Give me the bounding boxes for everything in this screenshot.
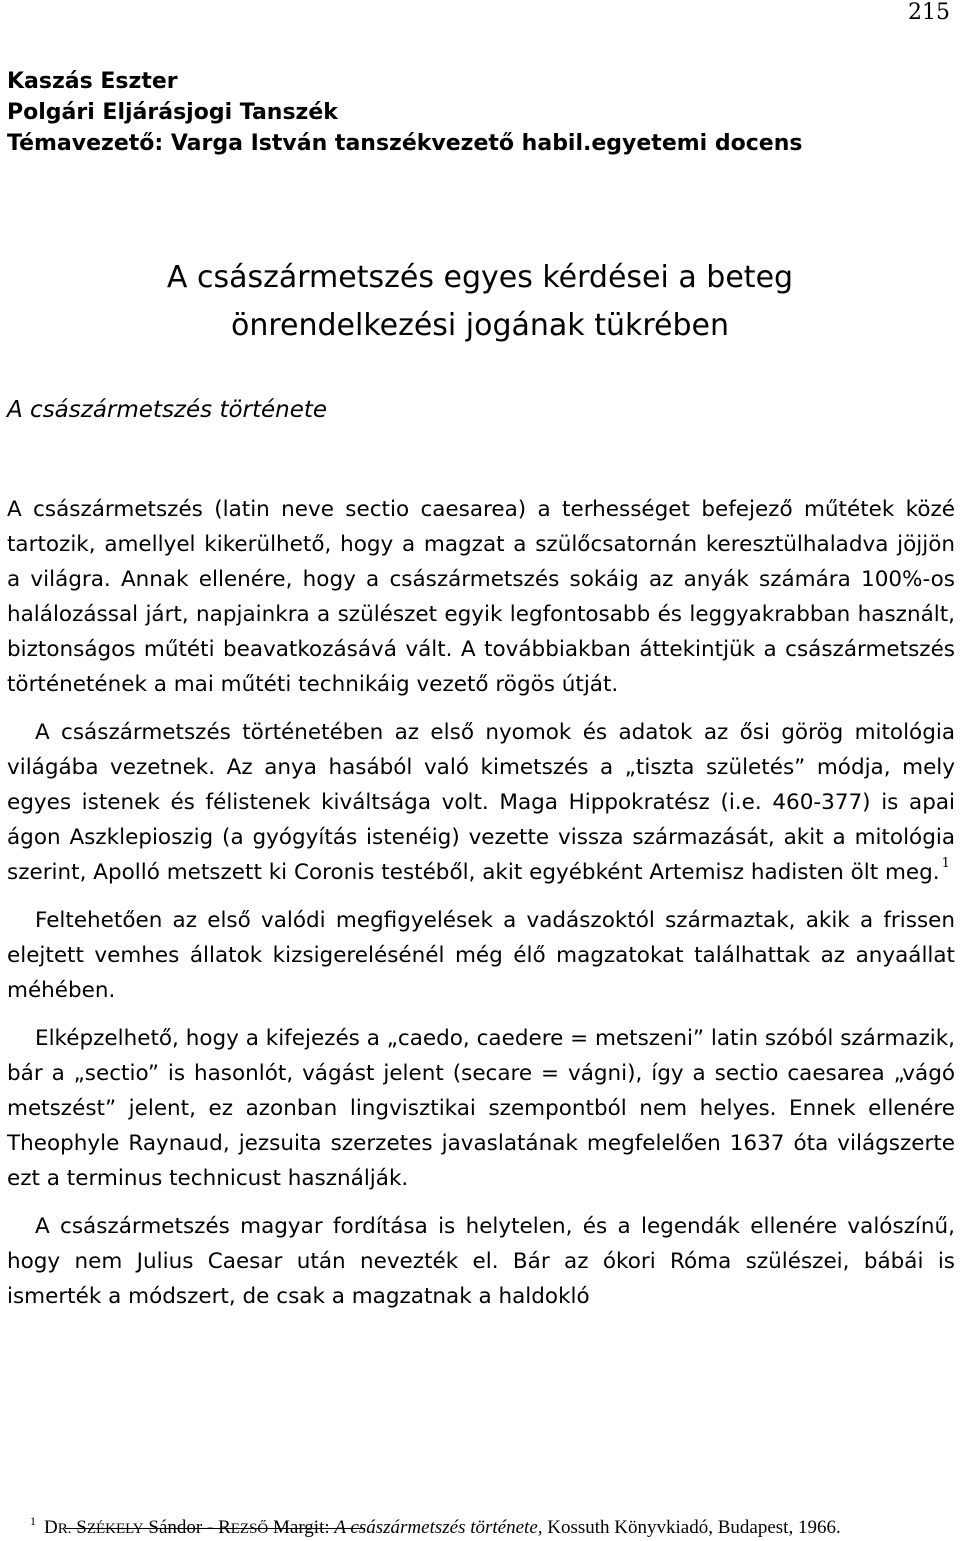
paragraph (7, 715, 955, 890)
page-number: 215 (908, 0, 950, 25)
paragraph-text: A császármetszés történetében az első nyomok és adatok az ősi görög mitológia világába vezetnek. Az anya hasából való kimetszés a „tiszta születés” módja, mely egyes istenek és félistenek kiváltsága volt. Maga Hippokratész (i.e. 460-377) is apai ágon Aszklepioszig (a gyógyítás istenéig) vezette vissza származását, akit a mitológia szerint, Apolló metszett ki Coronis testéből, akit egyébként Artemisz hadisten ölt meg. (7, 720, 955, 885)
footnote-author1-rest: ZÉKELY (86, 1521, 144, 1537)
paragraph: A császármetszés magyar fordítása is helytelen, és a legendák ellenére valószínű, hogy nem Julius Caesar után nevezték el. Bár az ókori Róma szülészei, bábái is ismerték a módszert, de csak a magzatnak a haldokló (7, 1214, 955, 1309)
author-block (7, 66, 953, 159)
footnote-dr-initial: D (44, 1517, 58, 1538)
title-line-2: önrendelkezési jogának tükrében (230, 308, 730, 343)
department-name: Polgári Eljárásjogi Tanszék (7, 100, 338, 125)
footnote-reference[interactable]: 1 (941, 856, 950, 871)
footnote-dr-rest: R. (57, 1521, 72, 1537)
section-heading: A császármetszés története (7, 397, 328, 423)
paragraph: Elképzelhető, hogy a kifejezés a „caedo, caedere = metszeni” latin szóból származik, bár a „sectio” is hasonlót, vágást jelent (secare = vágni), így a sectio caesarea „vágó metszést” jelent, ez azonban lingvisztikai szempontból nem helyes. Ennek ellenére Theophyle Raynaud, jezsuita szerzetes javaslatának megfelelően 1637 óta világszerte ezt a terminus technicust használják. (7, 1026, 955, 1191)
footnote-author2-given: Margit: (273, 1517, 330, 1538)
footnote (30, 1514, 841, 1539)
supervisor-line: Témavezető: Varga István tanszékvezető habil.egyetemi docens (7, 131, 803, 156)
author-name: Kaszás Eszter (7, 69, 178, 94)
footnote-author2-rest: EZSŐ (230, 1521, 269, 1537)
footnote-number: 1 (30, 1514, 36, 1528)
footnote-publisher: Kossuth Könyvkiadó, Budapest, 1966. (547, 1517, 841, 1538)
footnote-author2-initial: R (218, 1517, 231, 1538)
title-line-1: A császármetszés egyes kérdései a beteg (166, 260, 794, 295)
footnote-author1-initial: S (76, 1517, 87, 1538)
footnote-work-title: A császármetszés története, (334, 1517, 543, 1538)
paragraph: A császármetszés (latin neve sectio caesarea) a terhességet befejező műtétek közé tartozik, amellyel kikerülhető, hogy a magzat a szülőcsatornán keresztülhaladva jöjjön a világra. Annak ellenére, hogy a császármetszés sokáig az anyák számára 100%-os halálozással járt, napjainkra a szülészet egyik legfontosabb és leggyakrabban használt, biztonságos műtéti beavatkozásává vált. A továbbiakban áttekintjük a császármetszés történetének a mai műtéti technikáig vezető rögös útját. (7, 497, 955, 697)
paragraph: Feltehetően az első valódi megfigyelések a vadászoktól származtak, akik a frissen elejtett vemhes állatok kizsigerelésénél még élő magzatokat találhattak az anyaállat méhében. (7, 908, 955, 1003)
footnote-author1-given: Sándor - (148, 1517, 214, 1538)
body-text (7, 492, 955, 1314)
document-title (0, 254, 960, 350)
